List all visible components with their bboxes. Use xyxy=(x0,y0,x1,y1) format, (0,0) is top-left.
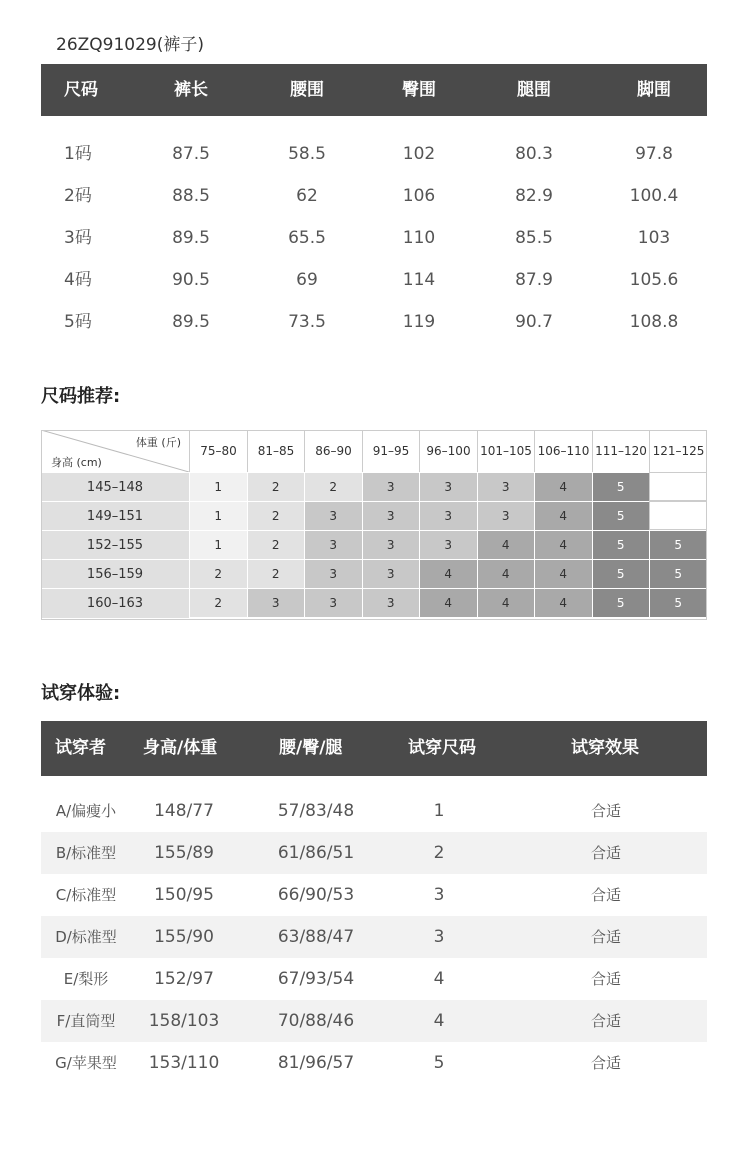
size-table-header xyxy=(41,64,707,116)
tryon-table-cell: 3 xyxy=(433,927,445,947)
size-col-header: 腿围 xyxy=(517,80,551,100)
tryon-table-cell: 57/83/48 xyxy=(277,801,355,821)
weight-range-header: 111–120 xyxy=(592,430,650,473)
size-table-cell: 89.5 xyxy=(172,228,210,248)
tryon-table-cell: 3 xyxy=(433,885,445,905)
recommend-size-cell: 4 xyxy=(419,588,477,617)
tryon-table-cell: 155/89 xyxy=(154,843,214,863)
tryon-table-cell: 合适 xyxy=(590,886,621,904)
size-table-cell: 87.9 xyxy=(515,270,553,290)
size-table-row xyxy=(41,259,707,301)
size-table-cell: 2码 xyxy=(64,186,92,206)
size-table-cell: 90.7 xyxy=(515,312,553,332)
recommend-size-cell: 3 xyxy=(304,588,362,617)
tryon-table-row xyxy=(41,874,707,916)
tryon-col-header: 身高/体重 xyxy=(143,738,218,758)
size-table-cell: 103 xyxy=(637,228,671,248)
size-table-row xyxy=(41,217,707,259)
recommend-size-cell: 2 xyxy=(189,588,247,617)
tryon-table-cell: G/苹果型 xyxy=(55,1054,117,1072)
recommend-size-cell: 2 xyxy=(247,530,305,559)
recommend-size-cell: 4 xyxy=(477,559,535,588)
size-table-cell: 89.5 xyxy=(172,312,210,332)
recommend-size-cell: 2 xyxy=(304,472,362,501)
size-table-cell: 4码 xyxy=(64,270,92,290)
weight-range-header: 91–95 xyxy=(362,430,420,473)
recommend-size-cell: 3 xyxy=(477,501,535,530)
size-table-cell: 3码 xyxy=(64,228,92,248)
size-table-cell: 5码 xyxy=(64,312,92,332)
height-range-header: 156–159 xyxy=(41,559,189,589)
size-table-cell: 62 xyxy=(296,186,318,206)
height-axis-label: 身高 (cm) xyxy=(51,456,102,469)
recommend-size-cell: 3 xyxy=(247,588,305,617)
size-recommend-grid xyxy=(41,430,707,620)
tryon-table-row xyxy=(41,790,707,832)
tryon-table-cell: 合适 xyxy=(590,802,621,820)
tryon-table-cell: 合适 xyxy=(590,844,621,862)
recommend-size-cell: 5 xyxy=(592,501,650,530)
size-table-row xyxy=(41,133,707,175)
tryon-table-cell: 158/103 xyxy=(148,1011,220,1031)
recommend-size-cell: 4 xyxy=(477,530,535,559)
tryon-table-cell: 2 xyxy=(433,843,445,863)
recommend-size-cell: 3 xyxy=(477,472,535,501)
size-table-cell: 108.8 xyxy=(629,312,679,332)
recommend-size-cell: 1 xyxy=(189,472,247,501)
recommend-size-cell: 3 xyxy=(419,501,477,530)
recommend-size-cell: 3 xyxy=(362,559,420,588)
height-range-header: 152–155 xyxy=(41,530,189,560)
tryon-table-cell: C/标准型 xyxy=(55,886,117,904)
tryon-table-cell: 70/88/46 xyxy=(277,1011,355,1031)
size-col-header: 脚围 xyxy=(637,80,671,100)
size-col-header: 腰围 xyxy=(290,80,324,100)
product-title: 26ZQ91029(裤子) xyxy=(56,35,205,55)
size-table-cell: 82.9 xyxy=(515,186,553,206)
size-table-cell: 1码 xyxy=(64,144,92,164)
size-table-cell: 85.5 xyxy=(515,228,553,248)
height-range-header: 149–151 xyxy=(41,501,189,531)
size-col-header: 尺码 xyxy=(64,80,98,100)
weight-range-header: 75–80 xyxy=(189,430,247,473)
tryon-table-row xyxy=(41,916,707,958)
size-table-cell: 97.8 xyxy=(635,144,673,164)
tryon-col-header: 试穿效果 xyxy=(571,738,639,758)
recommend-size-cell: 5 xyxy=(592,472,650,501)
size-table-cell: 114 xyxy=(402,270,436,290)
tryon-table-cell: 66/90/53 xyxy=(277,885,355,905)
recommend-size-cell: 3 xyxy=(304,530,362,559)
recommend-size-cell: 3 xyxy=(419,530,477,559)
tryon-table-cell: 63/88/47 xyxy=(277,927,355,947)
recommend-size-cell: 1 xyxy=(189,530,247,559)
tryon-table-header xyxy=(41,721,707,776)
recommend-size-cell: 2 xyxy=(247,472,305,501)
weight-range-header: 81–85 xyxy=(247,430,305,473)
size-table-row xyxy=(41,175,707,217)
tryon-table-row xyxy=(41,832,707,874)
recommend-size-cell: 5 xyxy=(592,559,650,588)
recommend-size-cell: 3 xyxy=(362,588,420,617)
recommend-size-cell: 2 xyxy=(247,501,305,530)
size-col-header: 裤长 xyxy=(174,80,208,100)
weight-range-header: 101–105 xyxy=(477,430,535,473)
recommend-size-cell: 3 xyxy=(304,559,362,588)
recommend-size-cell: 5 xyxy=(592,530,650,559)
recommend-size-cell: 5 xyxy=(592,588,650,617)
recommend-size-cell: 2 xyxy=(189,559,247,588)
tryon-col-header: 试穿尺码 xyxy=(408,738,476,758)
height-range-header: 145–148 xyxy=(41,472,189,502)
tryon-table-cell: 81/96/57 xyxy=(277,1053,355,1073)
recommend-size-cell: 2 xyxy=(247,559,305,588)
tryon-table-cell: 合适 xyxy=(590,1054,621,1072)
recommend-size-cell: 3 xyxy=(362,472,420,501)
size-table-cell: 105.6 xyxy=(629,270,679,290)
tryon-table-cell: 4 xyxy=(433,1011,445,1031)
size-table-cell: 73.5 xyxy=(288,312,326,332)
size-table-cell: 102 xyxy=(402,144,436,164)
tryon-table-cell: A/偏瘦小 xyxy=(55,802,117,820)
recommend-section-title: 尺码推荐: xyxy=(41,386,121,407)
size-table-cell: 87.5 xyxy=(172,144,210,164)
grid-border xyxy=(41,430,707,620)
recommend-size-cell: 4 xyxy=(419,559,477,588)
tryon-col-header: 试穿者 xyxy=(55,738,106,758)
tryon-table-cell: D/标准型 xyxy=(55,928,117,946)
height-range-header: 160–163 xyxy=(41,588,189,618)
tryon-table-cell: 1 xyxy=(433,801,445,821)
tryon-table-row xyxy=(41,1000,707,1042)
size-table-cell: 69 xyxy=(296,270,318,290)
tryon-table-cell: 148/77 xyxy=(154,801,214,821)
size-table-cell: 100.4 xyxy=(629,186,679,206)
tryon-table-cell: 153/110 xyxy=(148,1053,220,1073)
size-table-cell: 58.5 xyxy=(288,144,326,164)
tryon-table-cell: 5 xyxy=(433,1053,445,1073)
tryon-table-cell: 61/86/51 xyxy=(277,843,355,863)
weight-axis-label: 体重 (斤) xyxy=(135,436,181,449)
recommend-size-cell: 5 xyxy=(649,559,707,588)
recommend-size-cell: 4 xyxy=(534,559,592,588)
tryon-table-cell: 4 xyxy=(433,969,445,989)
tryon-table-row xyxy=(41,1042,707,1084)
tryon-col-header: 腰/臀/腿 xyxy=(279,738,343,758)
recommend-size-cell: 3 xyxy=(362,501,420,530)
tryon-table-cell: 155/90 xyxy=(154,927,214,947)
tryon-table-cell: B/标准型 xyxy=(55,844,117,862)
tryon-table-cell: 67/93/54 xyxy=(277,969,355,989)
size-table-cell: 106 xyxy=(402,186,436,206)
weight-range-header: 96–100 xyxy=(419,430,477,473)
size-table-cell: 119 xyxy=(402,312,436,332)
recommend-size-cell: 4 xyxy=(477,588,535,617)
tryon-table-cell: F/直筒型 xyxy=(56,1012,116,1030)
tryon-table-cell: 152/97 xyxy=(154,969,214,989)
tryon-table-row xyxy=(41,958,707,1000)
weight-range-header: 121–125 xyxy=(649,430,707,473)
recommend-size-cell: 4 xyxy=(534,501,592,530)
weight-range-header: 106–110 xyxy=(534,430,592,473)
size-table-cell: 88.5 xyxy=(172,186,210,206)
recommend-size-cell: 4 xyxy=(534,472,592,501)
size-table-cell: 110 xyxy=(402,228,436,248)
tryon-table-cell: 150/95 xyxy=(154,885,214,905)
tryon-table-cell: 合适 xyxy=(590,928,621,946)
size-table-cell: 65.5 xyxy=(288,228,326,248)
recommend-size-cell: 4 xyxy=(534,588,592,617)
size-col-header: 臀围 xyxy=(402,80,436,100)
size-table-cell: 90.5 xyxy=(172,270,210,290)
tryon-section-title: 试穿体验: xyxy=(41,683,121,704)
tryon-table-cell: 合适 xyxy=(590,1012,621,1030)
recommend-size-cell: 5 xyxy=(649,588,707,617)
recommend-size-cell: 3 xyxy=(419,472,477,501)
tryon-table-cell: E/梨形 xyxy=(63,970,109,988)
recommend-size-cell: 5 xyxy=(649,530,707,559)
tryon-table-cell: 合适 xyxy=(590,970,621,988)
recommend-size-cell: 4 xyxy=(534,530,592,559)
size-table-row xyxy=(41,301,707,343)
recommend-size-cell: 1 xyxy=(189,501,247,530)
size-table-cell: 80.3 xyxy=(515,144,553,164)
recommend-size-cell: 3 xyxy=(304,501,362,530)
recommend-size-cell: 3 xyxy=(362,530,420,559)
weight-range-header: 86–90 xyxy=(304,430,362,473)
